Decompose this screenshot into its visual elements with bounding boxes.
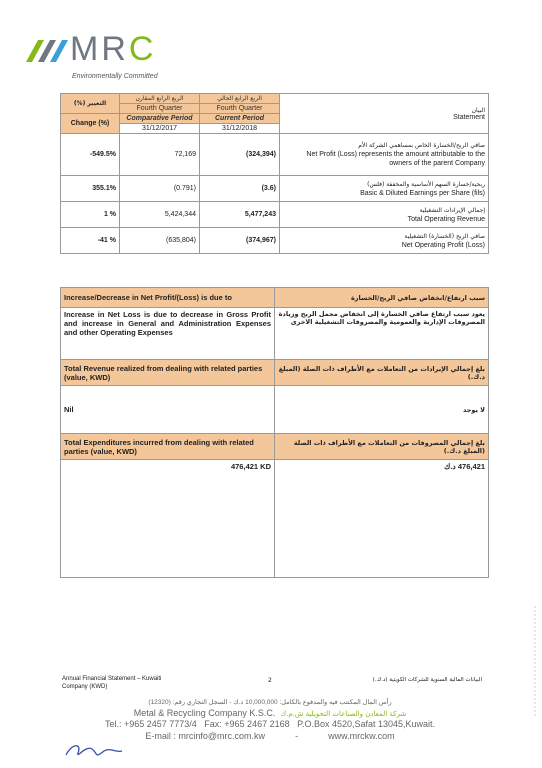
revenue-value-ar: لا يوجد: [275, 386, 489, 434]
row-net-profit-comparative: 72,169: [120, 134, 200, 176]
row-eps-label: ربحية/خسارة السهم الأساسية والمخففة (فلس) Basic & Diluted Earnings per Share (fils): [280, 176, 489, 202]
comparative-header-ar: الربع الرابع المقارن: [120, 94, 200, 104]
row-operating-label: صافي الربح (الخسارة) التشغيلية Net Operating Profit (Loss): [280, 228, 489, 254]
row-net-profit-label: صافي الربح/الخسارة الخاص بمساهمي الشركة الأم Net Profit (Loss) represents the amount attributable to the owners of the parent Company: [280, 134, 489, 176]
revenue-value-en: Nil: [61, 386, 275, 434]
details-table: [60, 287, 489, 578]
row-revenue-label: إجمالي الإيرادات التشغيلية Total Operating Revenue: [280, 202, 489, 228]
expense-header-ar: بلغ إجمالي المصروفات من التعاملات مع الأطراف ذات الصلة (المبلغ د.ك.): [275, 434, 489, 460]
row-operating-comparative: (635,804): [120, 228, 200, 254]
company-line: Metal & Recycling Company K.S.C. شركة المعادن والصناعات التحويلية ش.م.ك: [133, 708, 407, 718]
capital-line: رأس المال المكتتب فيه والمدفوع بالكامل: 10,000,000 د.ك - السجل التجاري رقم: (12320): [148, 699, 392, 706]
row-net-profit-change: -549.5%: [61, 134, 120, 176]
footer-statement-en: Annual Financial Statement – Kuwaiti Company (KWD): [62, 676, 162, 690]
comparative-period-label: Comparative Period: [120, 114, 200, 124]
row-eps-current: (3.6): [200, 176, 280, 202]
signature: [64, 741, 124, 763]
email-link[interactable]: E-mail : mrcinfo@mrc.com.kw: [145, 731, 266, 741]
reason-text-en: Increase in Net Loss is due to decrease in Gross Profit and increase in General and Administration Expenses and other Operating Expenses: [61, 308, 275, 360]
current-date: 31/12/2018: [200, 124, 280, 134]
row-eps-comparative: (0.791): [120, 176, 200, 202]
reason-text-ar: يعود سبب ارتفاع صافي الخسارة إلى انخفاض مجمل الربح وزيادة المصروفات الإدارية والعمومية والمصروفات التشغيلية الاخرى: [275, 308, 489, 360]
row-revenue-change: 1 %: [61, 202, 120, 228]
logo-tagline: Environmentally Committed: [72, 73, 158, 80]
footer-statement-ar: البيانات المالية السنوية للشركات الكويتية (د.ك.): [372, 677, 482, 683]
reason-header-en: Increase/Decrease in Net Profit/(Loss) is due to: [61, 288, 275, 308]
row-eps-change: 355.1%: [61, 176, 120, 202]
row-revenue-comparative: 5,424,344: [120, 202, 200, 228]
reason-header-ar: سبب ارتفاع/انخفاض صافي الربح/الخسارة: [275, 288, 489, 308]
company-logo: MRC: [70, 30, 157, 68]
contact-line: Tel.: +965 2457 7773/4 Fax: +965 2467 2168 P.O.Box 4520,Safat 13045,Kuwait.: [104, 719, 436, 729]
expense-value-en: 476,421 KD: [61, 460, 275, 578]
row-revenue-current: 5,477,243: [200, 202, 280, 228]
current-header-ar: الربع الرابع الحالي: [200, 94, 280, 104]
row-operating-current: (374,967): [200, 228, 280, 254]
revenue-header-ar: بلغ إجمالي الإيرادات من التعاملات مع الأطراف ذات الصلة (المبلغ د.ك.): [275, 360, 489, 386]
page-number: 2: [268, 677, 272, 684]
statement-header: البيان Statement: [280, 94, 489, 134]
side-stamp: [532, 606, 538, 716]
revenue-header-en: Total Revenue realized from dealing with related parties (value, KWD): [61, 360, 275, 386]
comparative-date: 31/12/2017: [120, 124, 200, 134]
website-link[interactable]: www.mrckw.com: [328, 731, 395, 741]
change-header-en: Change (%): [61, 114, 120, 134]
comparative-header-en: Fourth Quarter: [120, 104, 200, 114]
summary-table: [60, 93, 489, 254]
expense-value-ar: 476,421 د.ك: [275, 460, 489, 578]
change-header-ar: التغيير (%): [61, 94, 120, 114]
current-period-label: Current Period: [200, 114, 280, 124]
row-net-profit-current: (324,394): [200, 134, 280, 176]
row-operating-change: -41 %: [61, 228, 120, 254]
current-header-en: Fourth Quarter: [200, 104, 280, 114]
email-web-line: E-mail : mrcinfo@mrc.com.kw - www.mrckw.com: [145, 731, 395, 741]
expense-header-en: Total Expenditures incurred from dealing with related parties (value, KWD): [61, 434, 275, 460]
mrc-logo-mark: [24, 34, 68, 64]
